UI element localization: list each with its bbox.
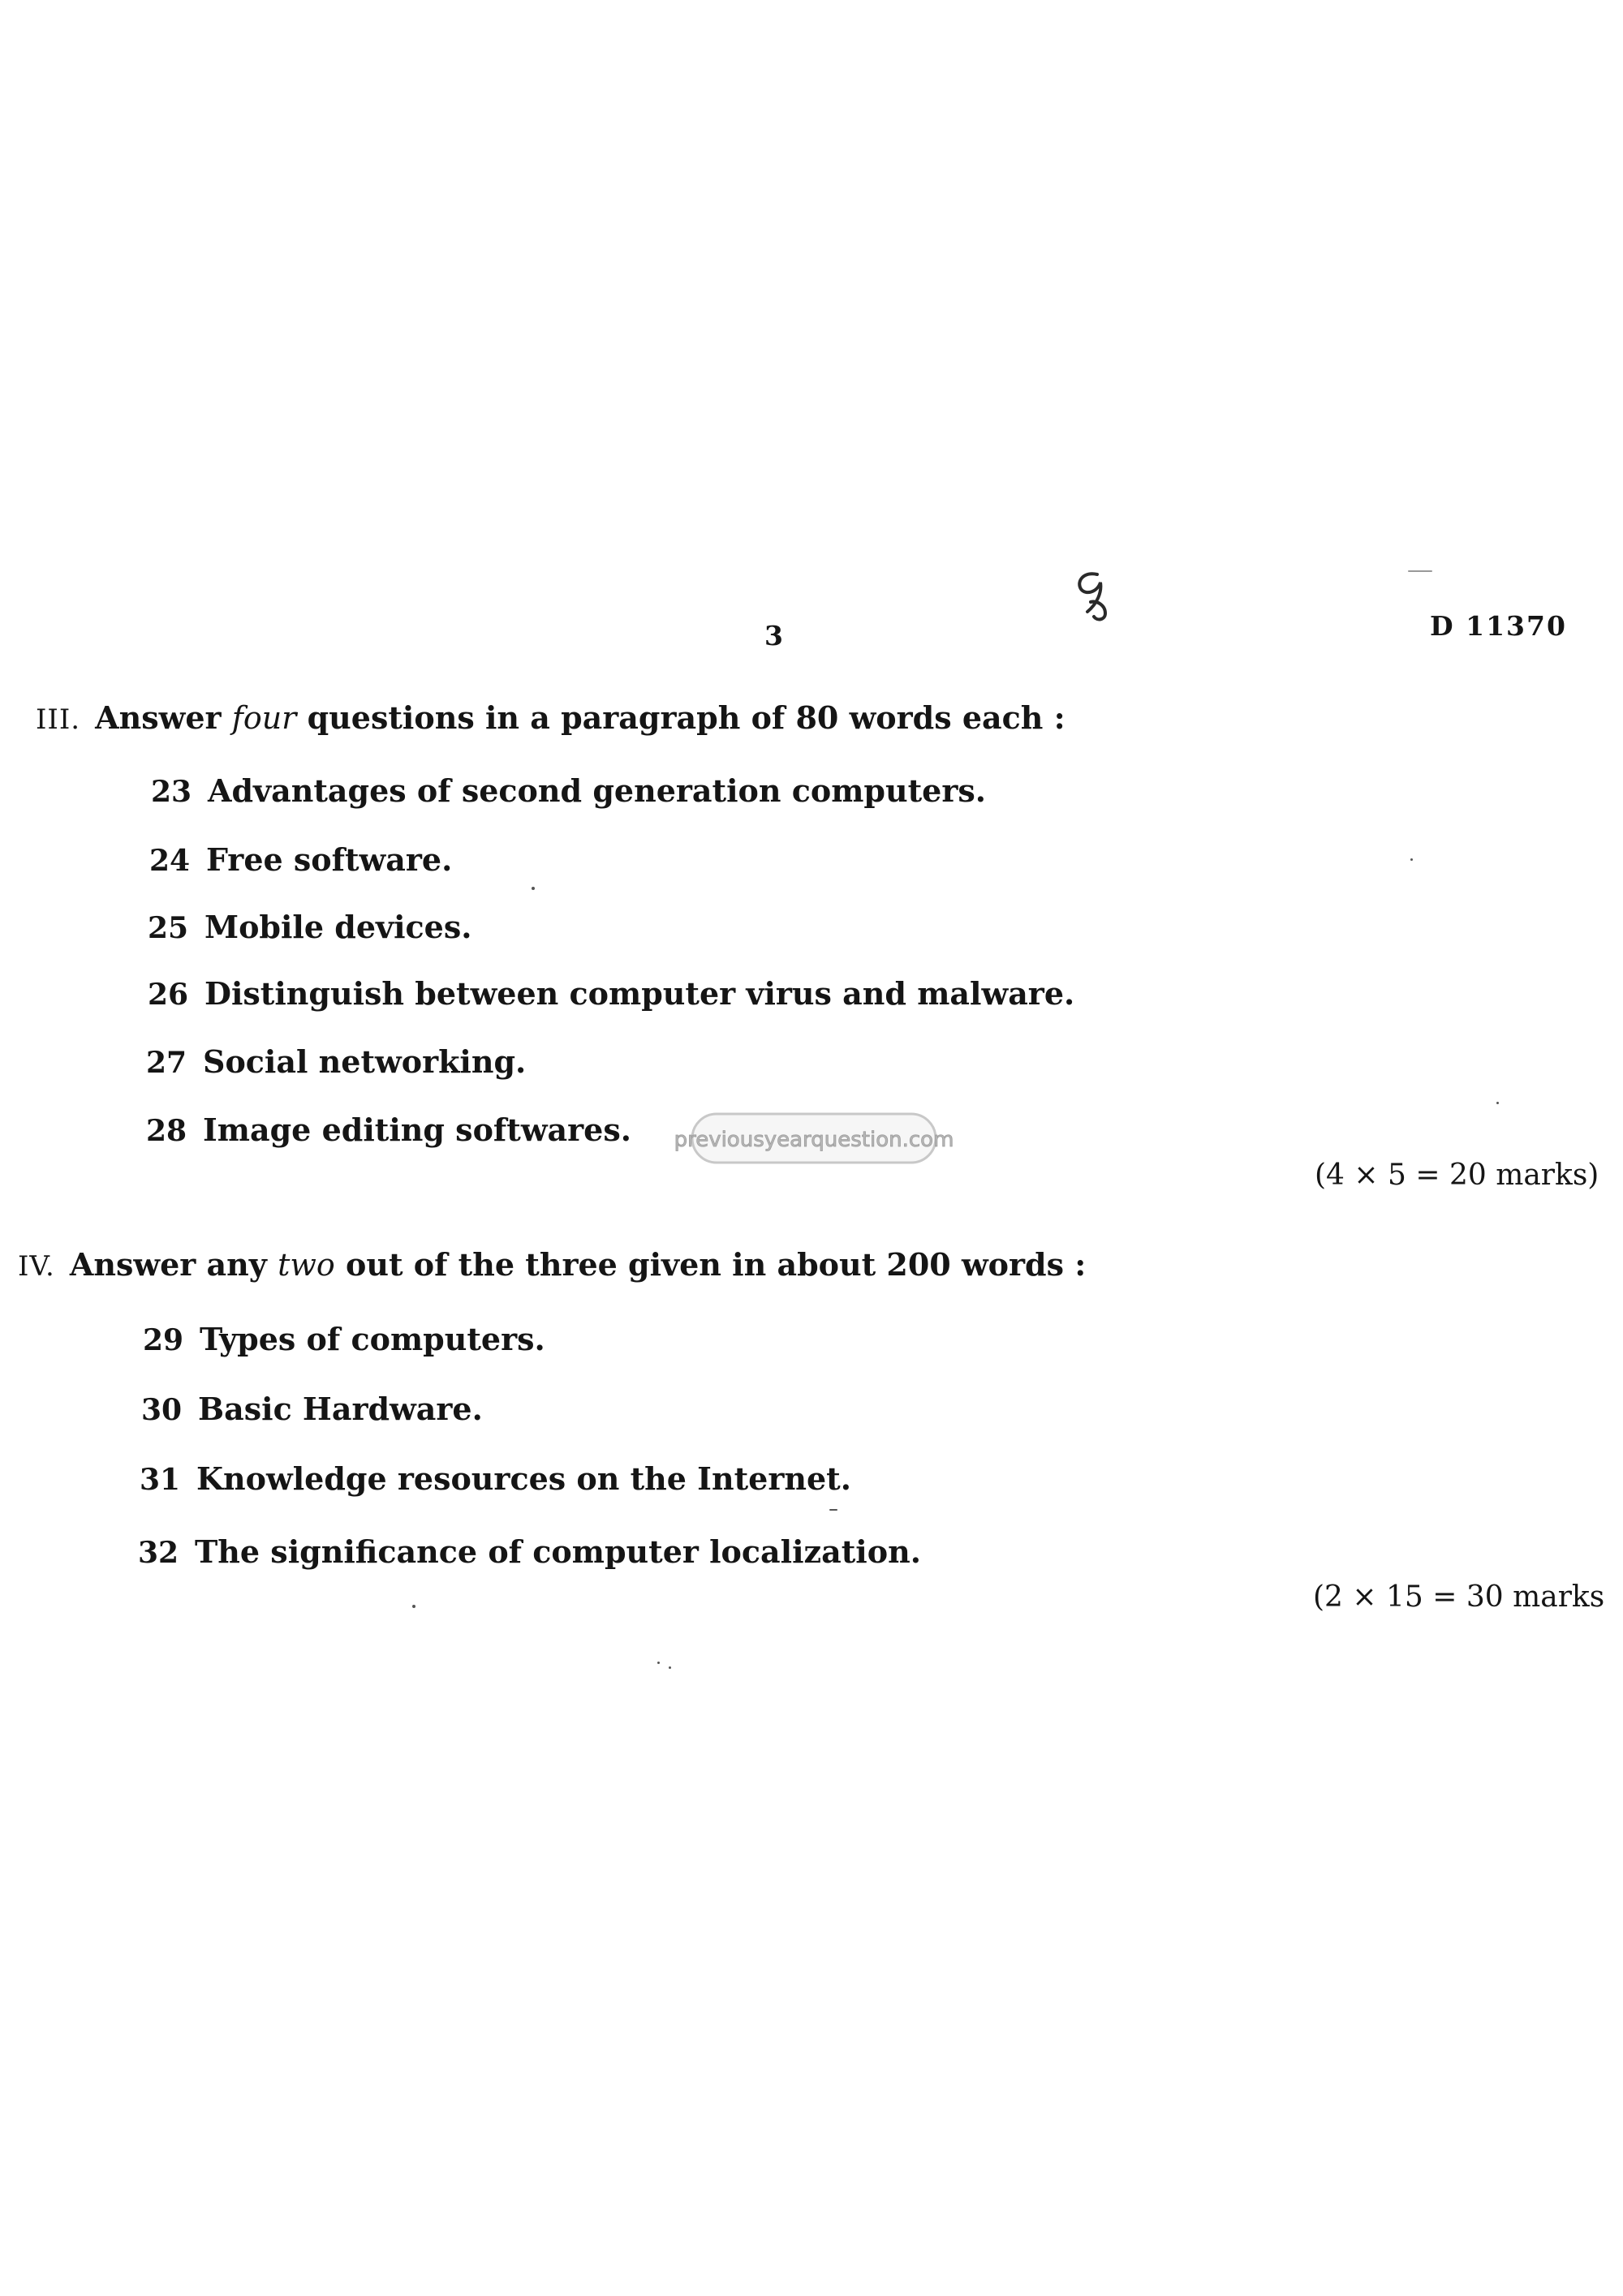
scan-speck <box>412 1605 415 1608</box>
scan-speck <box>532 887 535 890</box>
section-iv-marks: (2 × 15 = 30 marks <box>1313 1580 1605 1614</box>
scan-speck <box>669 1666 671 1669</box>
question-number: 30 <box>141 1393 183 1427</box>
question-text: Social networking. <box>203 1043 527 1080</box>
question-text: Knowledge resources on the Internet. <box>196 1460 851 1497</box>
question-number: 32 <box>138 1536 179 1570</box>
scan-speck <box>657 1662 660 1664</box>
scan-speck <box>1408 570 1432 572</box>
question-text: Advantages of second generation computers. <box>208 772 986 809</box>
section-iv-roman: IV. <box>18 1250 55 1283</box>
question-item <box>151 772 986 809</box>
scan-speck <box>1496 1102 1499 1104</box>
question-text: Free software. <box>206 841 453 878</box>
watermark-logo <box>674 1109 954 1167</box>
question-item <box>149 841 452 878</box>
question-text: Basic Hardware. <box>198 1391 483 1427</box>
question-text: Image editing softwares. <box>203 1111 631 1148</box>
question-item <box>146 1111 631 1148</box>
section-iv-instruction <box>18 1246 1086 1283</box>
question-number: 31 <box>140 1463 181 1497</box>
paper-code: D 11370 <box>1430 610 1567 642</box>
question-item <box>140 1460 851 1497</box>
question-text: Mobile devices. <box>204 909 472 945</box>
section-iv-instruction-start: Answer any <box>69 1246 267 1283</box>
question-item <box>146 1043 526 1080</box>
handwritten-mark <box>1070 568 1118 628</box>
section-iii-instruction-start: Answer <box>95 699 222 736</box>
page-number: 3 <box>764 620 783 651</box>
question-number: 27 <box>146 1046 187 1080</box>
section-iii-instruction-emphasis: four <box>231 700 297 736</box>
question-number: 23 <box>151 775 192 809</box>
scan-speck <box>1410 858 1413 861</box>
section-iii-instruction-end: questions in a paragraph of 80 words each : <box>307 699 1065 736</box>
question-text: The significance of computer localization. <box>195 1533 921 1570</box>
scan-speck <box>829 1509 837 1511</box>
question-number: 25 <box>148 911 189 945</box>
question-item <box>141 1391 483 1427</box>
question-item <box>143 1321 545 1357</box>
section-iii-marks: (4 × 5 = 20 marks) <box>1315 1159 1599 1192</box>
question-number: 26 <box>148 978 189 1012</box>
question-text: Types of computers. <box>200 1321 545 1357</box>
section-iii-instruction <box>36 699 1065 736</box>
question-item <box>148 975 1074 1012</box>
section-iv-instruction-emphasis: two <box>278 1247 335 1283</box>
question-item <box>148 909 471 945</box>
section-iv-instruction-end: out of the three given in about 200 words : <box>346 1246 1087 1283</box>
question-number: 29 <box>143 1323 184 1357</box>
question-number: 24 <box>149 844 191 878</box>
question-item <box>138 1533 921 1570</box>
question-number: 28 <box>146 1114 187 1148</box>
section-iii-roman: III. <box>36 703 81 736</box>
watermark-text: previousyearquestion.com <box>674 1128 954 1152</box>
question-text: Distinguish between computer virus and malware. <box>204 975 1075 1012</box>
